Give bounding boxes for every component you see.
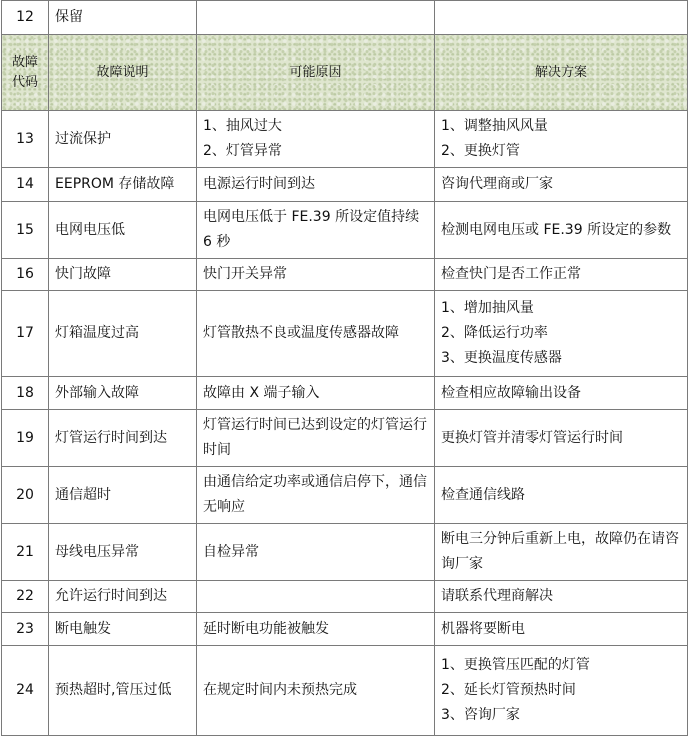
cause-line: 2、灯管异常 <box>203 143 282 159</box>
table-row <box>2 111 688 168</box>
table-row <box>2 524 688 581</box>
fault-description: 灯箱温度过高 <box>49 291 197 377</box>
solution-line: 检查相应故障输出设备 <box>441 384 581 401</box>
header-solution: 解决方案 <box>435 35 688 111</box>
possible-cause <box>197 259 435 291</box>
solution-line: 请联系代理商解决 <box>441 588 553 604</box>
fault-description: EEPROM 存储故障 <box>49 168 197 202</box>
fault-code: 13 <box>2 111 49 168</box>
cause-line: 自检异常 <box>203 543 259 560</box>
fault-description: 保留 <box>49 1 197 35</box>
table-row <box>2 291 688 377</box>
cause-line: 由通信给定功率或通信启停下，通信无响应 <box>203 474 427 515</box>
table-row <box>2 581 688 613</box>
fault-description: 允许运行时间到达 <box>49 581 197 613</box>
cause-line: 延时断电功能被触发 <box>203 620 329 637</box>
header-description: 故障说明 <box>49 35 197 111</box>
solution-line: 2、延长灯管预热时间 <box>441 682 576 698</box>
solution <box>435 524 688 581</box>
table-row <box>2 168 688 202</box>
solution-line: 1、调整抽风风量 <box>441 118 548 134</box>
fault-description: 外部输入故障 <box>49 377 197 410</box>
solution-line: 3、更换温度传感器 <box>441 350 562 366</box>
cause-line: 在规定时间内未预热完成 <box>203 682 357 698</box>
possible-cause <box>197 168 435 202</box>
solution <box>435 613 688 646</box>
cause-line: 灯管运行时间已达到设定的灯管运行时间 <box>203 417 427 458</box>
solution-line: 3、咨询厂家 <box>441 707 520 723</box>
table-row <box>2 377 688 410</box>
possible-cause <box>197 202 435 259</box>
solution-line: 咨询代理商或厂家 <box>441 176 553 192</box>
possible-cause <box>197 613 435 646</box>
solution-line: 2、更换灯管 <box>441 143 520 159</box>
solution-line: 1、更换管压匹配的灯管 <box>441 657 590 673</box>
table-row <box>2 467 688 524</box>
possible-cause <box>197 111 435 168</box>
solution-line: 2、降低运行功率 <box>441 325 548 341</box>
table-row <box>2 202 688 259</box>
cause-line: 1、抽风过大 <box>203 118 282 134</box>
fault-description: 母线电压异常 <box>49 524 197 581</box>
solution <box>435 168 688 202</box>
fault-code: 15 <box>2 202 49 259</box>
solution-line: 更换灯管并清零灯管运行时间 <box>441 429 623 446</box>
possible-cause <box>197 291 435 377</box>
fault-code: 14 <box>2 168 49 202</box>
fault-code: 16 <box>2 259 49 291</box>
fault-description: 预热超时,管压过低 <box>49 646 197 736</box>
fault-description: 电网电压低 <box>49 202 197 259</box>
table-header-row <box>2 35 688 111</box>
fault-description: 过流保护 <box>49 111 197 168</box>
solution <box>435 291 688 377</box>
cause-line: 电网电压低于 FE.39 所设定值持续 6 秒 <box>203 209 420 250</box>
solution-line: 断电三分钟后重新上电，故障仍在请咨询厂家 <box>441 531 679 572</box>
fault-code: 22 <box>2 581 49 613</box>
fault-code: 19 <box>2 410 49 467</box>
fault-code: 21 <box>2 524 49 581</box>
cause-line: 快门开关异常 <box>203 266 287 282</box>
possible-cause <box>197 646 435 736</box>
possible-cause <box>197 377 435 410</box>
fault-code: 20 <box>2 467 49 524</box>
solution <box>435 467 688 524</box>
table-row <box>2 613 688 646</box>
solution <box>435 202 688 259</box>
fault-code-table <box>1 0 688 736</box>
solution-line: 检查快门是否工作正常 <box>441 266 581 282</box>
possible-cause <box>197 467 435 524</box>
table-row <box>2 410 688 467</box>
cause-line: 灯管散热不良或温度传感器故障 <box>203 325 399 341</box>
possible-cause <box>197 581 435 613</box>
fault-description: 快门故障 <box>49 259 197 291</box>
solution-line: 检查通信线路 <box>441 486 525 503</box>
possible-cause <box>197 524 435 581</box>
fault-description: 灯管运行时间到达 <box>49 410 197 467</box>
fault-code: 17 <box>2 291 49 377</box>
cause-line: 故障由 X 端子输入 <box>203 384 320 401</box>
table-row <box>2 646 688 736</box>
solution <box>435 581 688 613</box>
fault-code: 12 <box>2 1 49 35</box>
possible-cause <box>197 410 435 467</box>
solution <box>435 111 688 168</box>
fault-code: 24 <box>2 646 49 736</box>
fault-code: 23 <box>2 613 49 646</box>
fault-description: 通信超时 <box>49 467 197 524</box>
solution <box>435 259 688 291</box>
fault-description: 断电触发 <box>49 613 197 646</box>
solution-line: 检测电网电压或 FE.39 所设定的参数 <box>441 221 672 238</box>
solution <box>435 410 688 467</box>
cause-line: 电源运行时间到达 <box>203 176 315 192</box>
header-cause: 可能原因 <box>197 35 435 111</box>
header-code: 故障 代码 <box>2 35 49 111</box>
solution-line: 1、增加抽风量 <box>441 300 534 316</box>
fault-code: 18 <box>2 377 49 410</box>
solution <box>435 377 688 410</box>
solution-line: 机器将要断电 <box>441 620 525 637</box>
table-row <box>2 1 688 35</box>
solution <box>435 646 688 736</box>
table-row <box>2 259 688 291</box>
